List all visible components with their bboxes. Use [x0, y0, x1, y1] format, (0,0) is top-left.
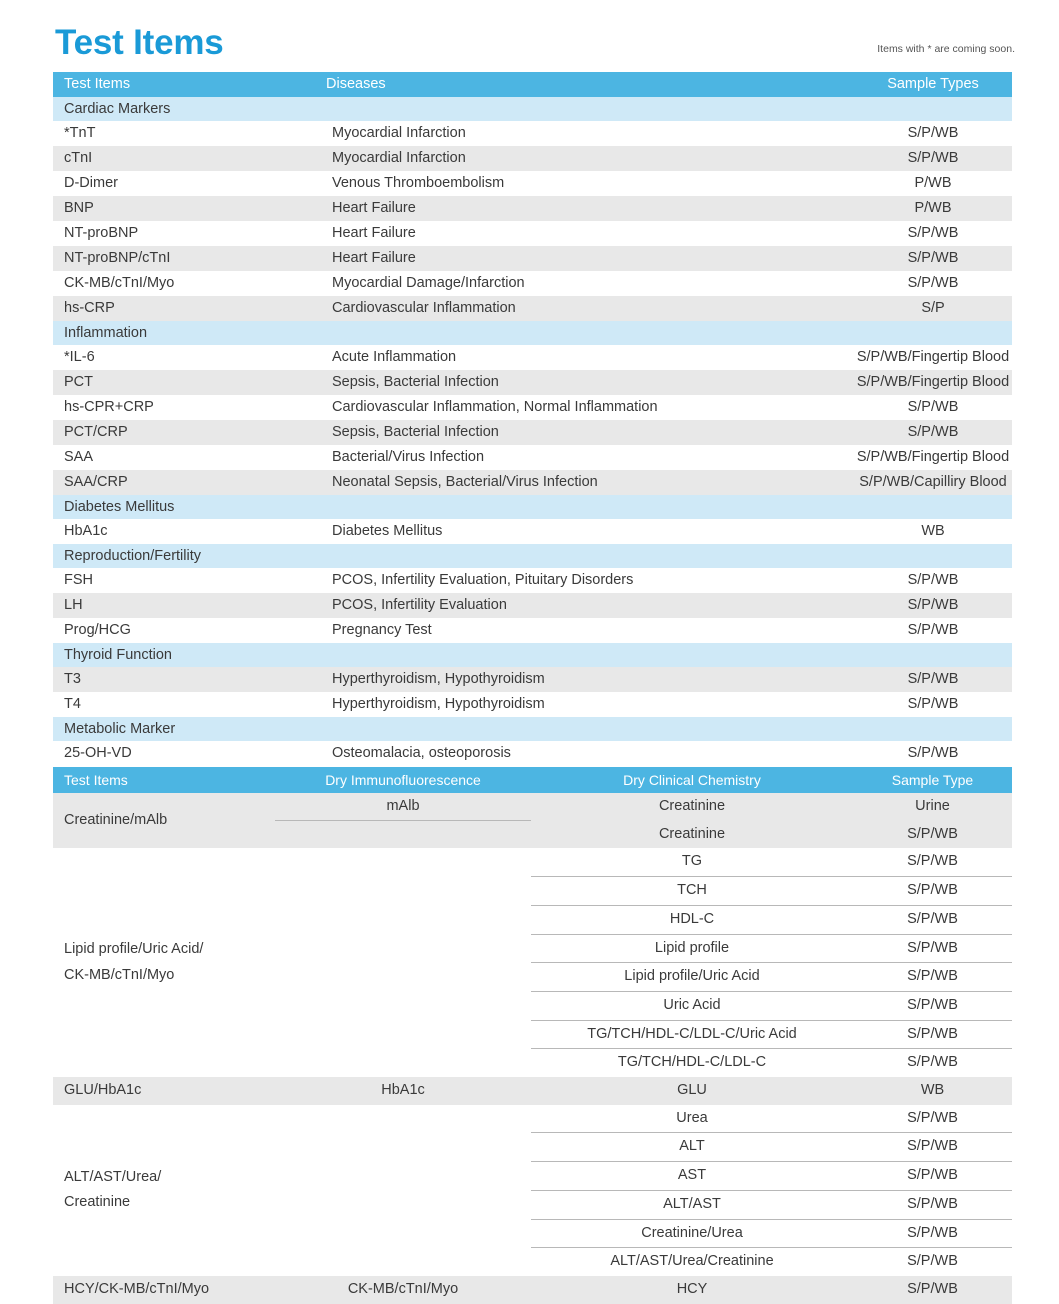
cell-disease: Hyperthyroidism, Hypothyroidism	[326, 692, 854, 717]
cell-sample-type: S/P/WB	[853, 1133, 1012, 1162]
cell-sample: S/P/WB	[854, 221, 1012, 246]
column-header-diseases: Diseases	[326, 72, 854, 97]
cell-sample: S/P/WB	[854, 568, 1012, 593]
table-row	[53, 1077, 1012, 1105]
cell-sample: S/P/WB	[854, 395, 1012, 420]
cell-sample: S/P/WB	[854, 121, 1012, 146]
group-label-line: Creatinine	[64, 1194, 131, 1211]
table-row	[53, 470, 1012, 495]
section-label: Diabetes Mellitus	[53, 495, 326, 519]
cell-immunofluorescence	[275, 821, 531, 849]
table-row	[53, 793, 1012, 821]
cell-clinical-chemistry: Creatinine/Urea	[531, 1219, 853, 1248]
test-items-table	[53, 72, 1012, 766]
cell-sample: S/P/WB	[854, 618, 1012, 643]
cell-disease: Myocardial Infarction	[326, 121, 854, 146]
table-row	[53, 667, 1012, 692]
cell-test-item: PCT/CRP	[53, 420, 326, 445]
cell-clinical-chemistry: ALT	[531, 1133, 853, 1162]
group-label-line: CK-MB/cTnI/Myo	[64, 966, 175, 983]
table-row	[53, 692, 1012, 717]
section-header-row	[53, 321, 1012, 345]
section-spacer	[854, 544, 1012, 568]
cell-sample: S/P/WB	[854, 692, 1012, 717]
cell-test-item: *TnT	[53, 121, 326, 146]
cell-sample-type: S/P/WB	[853, 1020, 1012, 1049]
cell-disease: Venous Thromboembolism	[326, 171, 854, 196]
section-spacer	[854, 495, 1012, 519]
table-row	[53, 121, 1012, 146]
cell-sample-type: S/P/WB	[907, 1109, 958, 1126]
section-spacer	[854, 643, 1012, 667]
cell-test-item: HbA1c	[53, 519, 326, 544]
cell-disease: Heart Failure	[326, 196, 854, 221]
table-row	[53, 519, 1012, 544]
cell-test-item: SAA/CRP	[53, 470, 326, 495]
cell-disease: Hyperthyroidism, Hypothyroidism	[326, 667, 854, 692]
section-header-row	[53, 495, 1012, 519]
section-spacer	[326, 321, 854, 345]
page-title: Test Items	[55, 23, 224, 62]
cell-disease: Heart Failure	[326, 221, 854, 246]
cell-immunofluorescence: CK-MB/cTnI/Myo	[347, 1280, 459, 1297]
page-header	[0, 0, 1059, 72]
cell-sample-type: S/P/WB	[907, 1280, 958, 1297]
cell-test-item: NT-proBNP	[53, 221, 326, 246]
cell-clinical-chemistry: Creatinine	[658, 825, 726, 842]
cell-test-item: D-Dimer	[53, 171, 326, 196]
cell-clinical-chemistry: Lipid profile/Uric Acid	[531, 963, 853, 992]
cell-test-item: SAA	[53, 445, 326, 470]
cell-sample-type: S/P/WB	[853, 991, 1012, 1020]
cell-disease: Osteomalacia, osteoporosis	[326, 741, 854, 766]
cell-test-item-group	[53, 848, 275, 1077]
cell-sample-type: S/P/WB	[853, 877, 1012, 906]
cell-sample: S/P/WB/Fingertip Blood	[854, 445, 1012, 470]
cell-test-item: Prog/HCG	[53, 618, 326, 643]
cell-sample-type: S/P/WB	[853, 1162, 1012, 1191]
table-row	[53, 445, 1012, 470]
cell-disease: PCOS, Infertility Evaluation	[326, 593, 854, 618]
cell-immunofluorescence: HbA1c	[381, 1082, 425, 1099]
cell-test-item: cTnI	[53, 146, 326, 171]
section-spacer	[326, 495, 854, 519]
cell-sample: S/P/WB	[854, 146, 1012, 171]
table-row	[53, 1276, 1012, 1304]
column-header-sample-types: Sample Types	[854, 72, 1012, 97]
group-label-line: ALT/AST/Urea/	[64, 1168, 162, 1185]
cell-clinical-chemistry: TCH	[531, 877, 853, 906]
table-row	[53, 741, 1012, 766]
section-label: Cardiac Markers	[53, 97, 326, 121]
section-header-row	[53, 544, 1012, 568]
table-row	[53, 1105, 1012, 1133]
cell-sample: S/P/WB	[854, 741, 1012, 766]
group-label-line: Creatinine/mAlb	[64, 811, 168, 828]
section-label: Reproduction/Fertility	[53, 544, 326, 568]
cell-disease: Heart Failure	[326, 246, 854, 271]
table-row	[53, 618, 1012, 643]
section-label: Metabolic Marker	[53, 717, 326, 741]
cell-test-item: LH	[53, 593, 326, 618]
table-header-row	[53, 72, 1012, 97]
cell-sample-type: S/P/WB	[853, 934, 1012, 963]
cell-sample: S/P/WB	[854, 420, 1012, 445]
cell-clinical-chemistry: Uric Acid	[531, 991, 853, 1020]
cell-test-item: PCT	[53, 370, 326, 395]
cell-sample-type: S/P/WB	[853, 1190, 1012, 1219]
cell-test-item-group: GLU/HbA1c	[64, 1082, 142, 1099]
cell-test-item: T4	[53, 692, 326, 717]
cell-test-item: 25-OH-VD	[53, 741, 326, 766]
cell-disease: Cardiovascular Inflammation	[326, 296, 854, 321]
cell-sample: S/P/WB	[854, 271, 1012, 296]
coming-soon-note: Items with * are coming soon.	[877, 43, 1015, 55]
cell-sample: S/P/WB	[854, 667, 1012, 692]
cell-test-item: NT-proBNP/cTnI	[53, 246, 326, 271]
cell-sample-type: S/P/WB	[853, 963, 1012, 992]
cell-clinical-chemistry: TG/TCH/HDL-C/LDL-C	[531, 1049, 853, 1077]
cell-disease: Sepsis, Bacterial Infection	[326, 420, 854, 445]
cell-test-item: CK-MB/cTnI/Myo	[53, 271, 326, 296]
cell-immunofluorescence	[275, 848, 531, 1077]
cell-clinical-chemistry: ALT/AST/Urea/Creatinine	[531, 1248, 853, 1276]
cell-sample: WB	[854, 519, 1012, 544]
cell-clinical-chemistry: TG/TCH/HDL-C/LDL-C/Uric Acid	[531, 1020, 853, 1049]
cell-sample: S/P/WB	[854, 246, 1012, 271]
cell-clinical-chemistry: Creatinine	[658, 798, 726, 814]
cell-sample-type: S/P/WB	[853, 905, 1012, 934]
cell-sample-type: S/P/WB	[907, 825, 958, 842]
cell-clinical-chemistry: Urea	[676, 1109, 708, 1126]
dry-chemistry-table	[53, 767, 1012, 1304]
cell-test-item: *IL-6	[53, 345, 326, 370]
cell-sample-type: S/P/WB	[853, 1248, 1012, 1276]
table2-header-row	[53, 767, 1012, 793]
cell-clinical-chemistry: Lipid profile	[531, 934, 853, 963]
cell-test-item: BNP	[53, 196, 326, 221]
section-label: Inflammation	[53, 321, 326, 345]
table-row	[53, 271, 1012, 296]
cell-test-item: hs-CRP	[53, 296, 326, 321]
cell-sample: P/WB	[854, 196, 1012, 221]
section-spacer	[854, 97, 1012, 121]
table-row	[53, 568, 1012, 593]
cell-test-item-group: HCY/CK-MB/cTnI/Myo	[64, 1280, 210, 1297]
table-row	[53, 593, 1012, 618]
cell-disease: Sepsis, Bacterial Infection	[326, 370, 854, 395]
cell-clinical-chemistry: GLU	[677, 1082, 707, 1099]
cell-immunofluorescence	[275, 1105, 531, 1276]
column-header-test-items: Test Items	[53, 72, 326, 97]
column-header-dry-immunofluorescence: Dry Immunofluorescence	[275, 767, 531, 793]
section-label: Thyroid Function	[53, 643, 326, 667]
cell-disease: Neonatal Sepsis, Bacterial/Virus Infection	[326, 470, 854, 495]
column-header-sample-type: Sample Type	[853, 767, 1012, 793]
table-row	[53, 221, 1012, 246]
section-spacer	[326, 97, 854, 121]
section-header-row	[53, 717, 1012, 741]
cell-sample: S/P	[854, 296, 1012, 321]
cell-test-item: FSH	[53, 568, 326, 593]
cell-test-item: T3	[53, 667, 326, 692]
cell-clinical-chemistry: TG	[681, 853, 703, 870]
cell-sample-type: Urine	[915, 798, 950, 814]
table-row	[53, 345, 1012, 370]
cell-sample: S/P/WB/Fingertip Blood	[854, 345, 1012, 370]
cell-test-item: hs-CPR+CRP	[53, 395, 326, 420]
cell-disease: Acute Inflammation	[326, 345, 854, 370]
cell-sample: S/P/WB	[854, 593, 1012, 618]
cell-disease: Cardiovascular Inflammation, Normal Inflammation	[326, 395, 854, 420]
cell-disease: Bacterial/Virus Infection	[326, 445, 854, 470]
cell-clinical-chemistry: AST	[531, 1162, 853, 1191]
cell-disease: Myocardial Infarction	[326, 146, 854, 171]
table-row	[53, 370, 1012, 395]
column-header-dry-clinical-chemistry: Dry Clinical Chemistry	[531, 767, 853, 793]
section-spacer	[854, 321, 1012, 345]
cell-disease: Diabetes Mellitus	[326, 519, 854, 544]
cell-disease: Myocardial Damage/Infarction	[326, 271, 854, 296]
cell-test-item-group	[53, 1105, 275, 1276]
section-spacer	[326, 717, 854, 741]
cell-disease: Pregnancy Test	[326, 618, 854, 643]
cell-test-item-group	[53, 793, 275, 848]
table-row	[53, 246, 1012, 271]
cell-sample-type: WB	[920, 1082, 945, 1099]
section-spacer	[326, 643, 854, 667]
table-row	[53, 146, 1012, 171]
column-header-test-items: Test Items	[53, 767, 275, 793]
table-row	[53, 196, 1012, 221]
section-header-row	[53, 643, 1012, 667]
group-label-line: Lipid profile/Uric Acid/	[64, 941, 204, 958]
cell-sample-type: S/P/WB	[853, 1219, 1012, 1248]
table-row	[53, 395, 1012, 420]
section-spacer	[854, 717, 1012, 741]
table-row	[53, 296, 1012, 321]
cell-sample: S/P/WB/Fingertip Blood	[854, 370, 1012, 395]
cell-sample-type: S/P/WB	[907, 853, 958, 870]
table-row	[53, 420, 1012, 445]
section-header-row	[53, 97, 1012, 121]
cell-sample-type: S/P/WB	[853, 1049, 1012, 1077]
table2-body	[53, 793, 1012, 1304]
cell-sample: P/WB	[854, 171, 1012, 196]
cell-immunofluorescence: mAlb	[275, 793, 531, 821]
cell-disease: PCOS, Infertility Evaluation, Pituitary Disorders	[326, 568, 854, 593]
cell-sample: S/P/WB/Capilliry Blood	[854, 470, 1012, 495]
section-spacer	[326, 544, 854, 568]
table-row	[53, 848, 1012, 876]
table-row	[53, 171, 1012, 196]
cell-clinical-chemistry: HDL-C	[531, 905, 853, 934]
cell-clinical-chemistry: HCY	[676, 1280, 708, 1297]
table-body	[53, 97, 1012, 766]
cell-clinical-chemistry: ALT/AST	[531, 1190, 853, 1219]
